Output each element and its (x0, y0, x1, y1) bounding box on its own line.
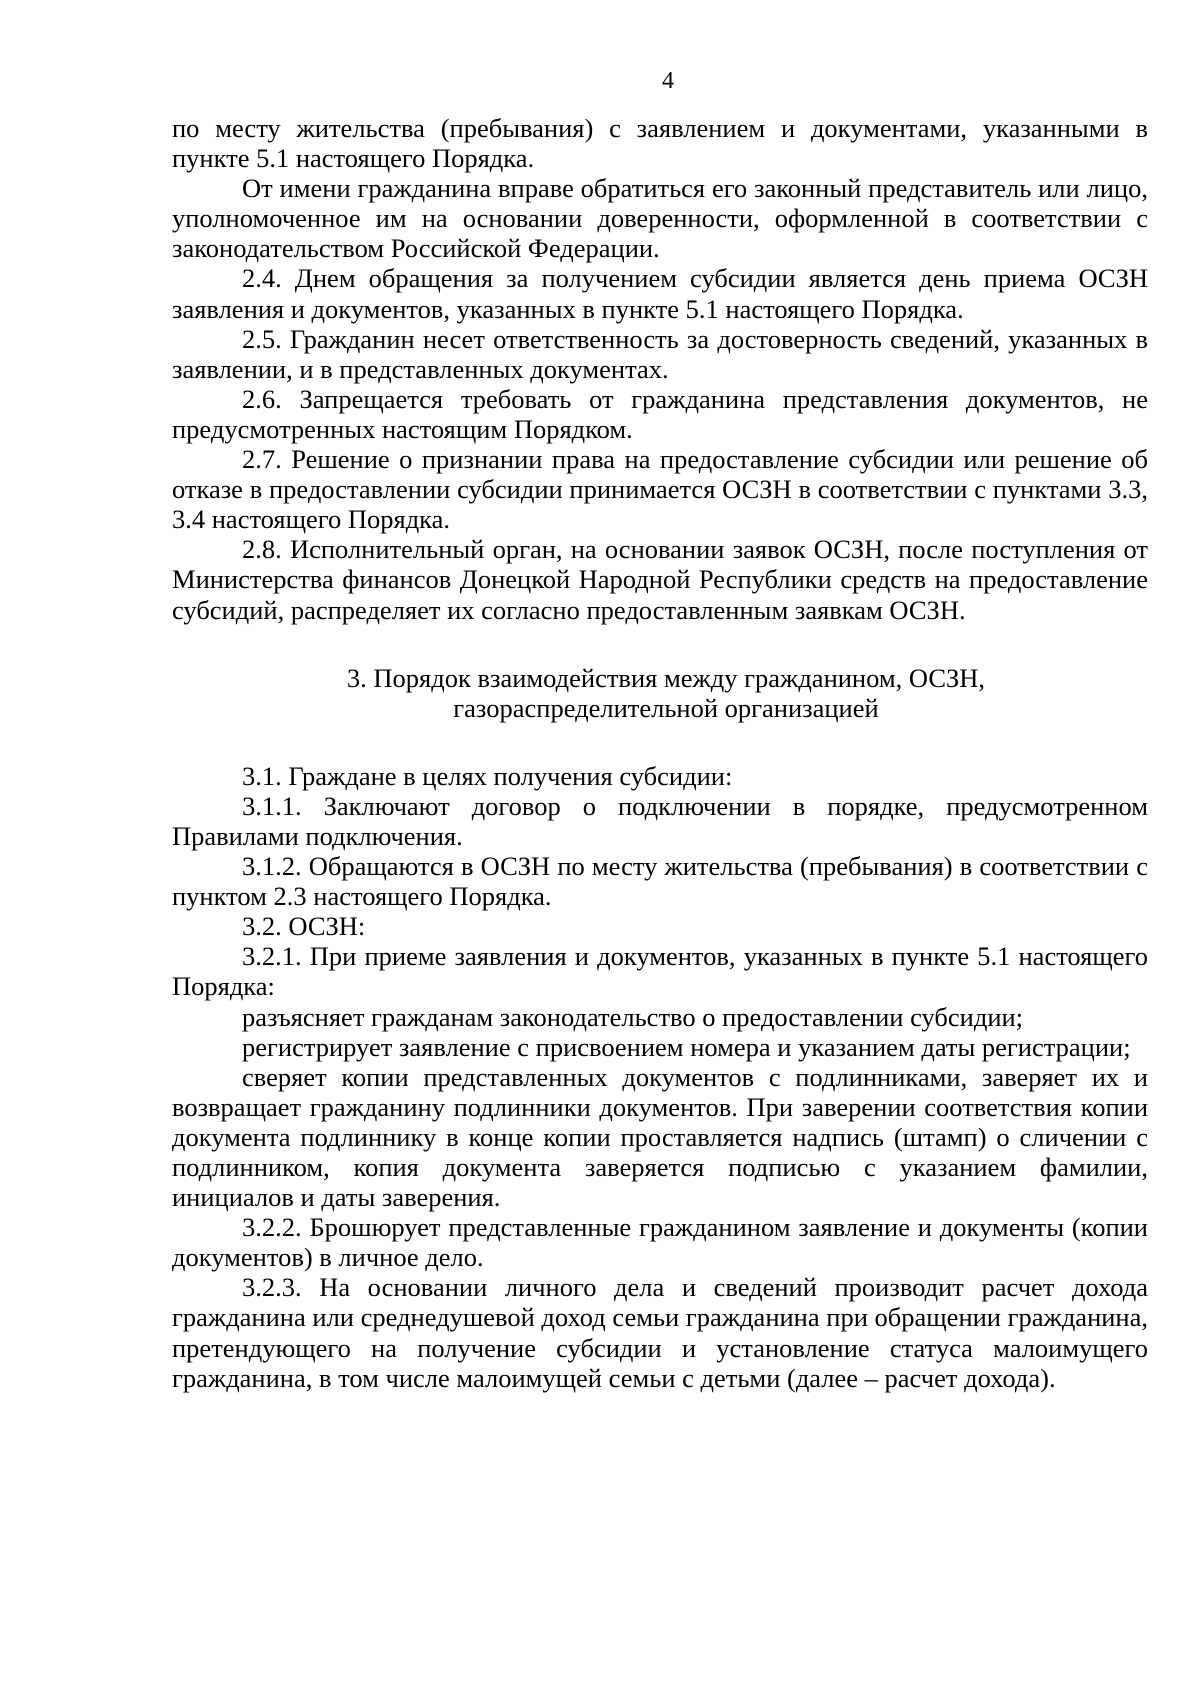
paragraph-3-2: 3.2. ОСЗН: (242, 911, 366, 942)
paragraph-2-8: 2.8. Исполнительный орган, на основании заявок ОСЗН, после поступления от Министерства финансов Донецкой Народной Республики средств на предоставление субсидий, распределяет их согласно предоставленным заявкам ОСЗН. (172, 534, 1148, 625)
paragraph-2-5: 2.5. Гражданин несет ответственность за достоверность сведений, указанных в заявлении, и в представленных документах. (172, 323, 1148, 384)
paragraph-2-6: 2.6. Запрещается требовать от гражданина представления документов, не предусмотренных настоящим Порядком. (172, 383, 1148, 444)
paragraph-2-7: 2.7. Решение о признании права на предоставление субсидии или решение об отказе в предоставлении субсидии принимается ОСЗН в соответствии с пунктами 3.3, 3.4 настоящего Порядка. (172, 444, 1148, 535)
paragraph-3-2-1: 3.2.1. При приеме заявления и документов, указанных в пункте 5.1 настоящего Порядка: (172, 941, 1148, 1002)
paragraph: по месту жительства (пребывания) с заявлением и документами, указанными в пункте 5.1 настоящего Порядка. (172, 113, 1148, 174)
paragraphs-after (172, 761, 1148, 1393)
page-number: 4 (662, 68, 674, 94)
paragraph-3-2-3: 3.2.3. На основании личного дела и сведений производит расчет дохода гражданина или среднедушевой доход семьи гражданина при обращении гражданина, претендующего на получение субсидии и установление статуса малоимущего гражданина, в том числе малоимущей семьи с детьми (далее – расчет дохода). (172, 1272, 1148, 1393)
section-heading (172, 663, 1148, 723)
paragraph-3-1-1: 3.1.1. Заключают договор о подключении в порядке, предусмотренном Правилами подключения. (172, 790, 1148, 851)
paragraph: сверяет копии представленных документов с подлинниками, заверяет их и возвращает гражданину подлинники документов. При заверении соответствия копии документа подлиннику в конце копии проставляется надпись (штамп) о сличении с подлинником, копия документа заверяется подписью с указанием фамилии, инициалов и даты заверения. (172, 1061, 1148, 1213)
paragraph: регистрирует заявление с присвоением номера и указанием даты регистрации; (242, 1031, 1131, 1062)
paragraph-3-1: 3.1. Граждане в целях получения субсидии: (242, 760, 733, 791)
paragraph-2-4: 2.4. Днем обращения за получением субсидии является день приема ОСЗН заявления и документов, указанных в пункте 5.1 настоящего Порядка. (172, 263, 1148, 324)
paragraph: От имени гражданина вправе обратиться его законный представитель или лицо, уполномоченное им на основании доверенности, оформленной в соответствии с законодательством Российской Федерации. (172, 173, 1148, 264)
paragraph-3-1-2: 3.1.2. Обращаются в ОСЗН по месту жительства (пребывания) в соответствии с пунктом 2.3 настоящего Порядка. (172, 851, 1148, 912)
section-heading-line: газораспределительной организацией (453, 692, 879, 723)
paragraphs-before (172, 113, 1148, 625)
section-heading-line: 3. Порядок взаимодействия между гражданином, ОСЗН, (346, 662, 986, 693)
paragraph: разъясняет гражданам законодательство о предоставлении субсидии; (242, 1001, 1024, 1032)
paragraph-3-2-2: 3.2.2. Брошюрует представленные гражданином заявление и документы (копии документов) в личное дело. (172, 1212, 1148, 1273)
